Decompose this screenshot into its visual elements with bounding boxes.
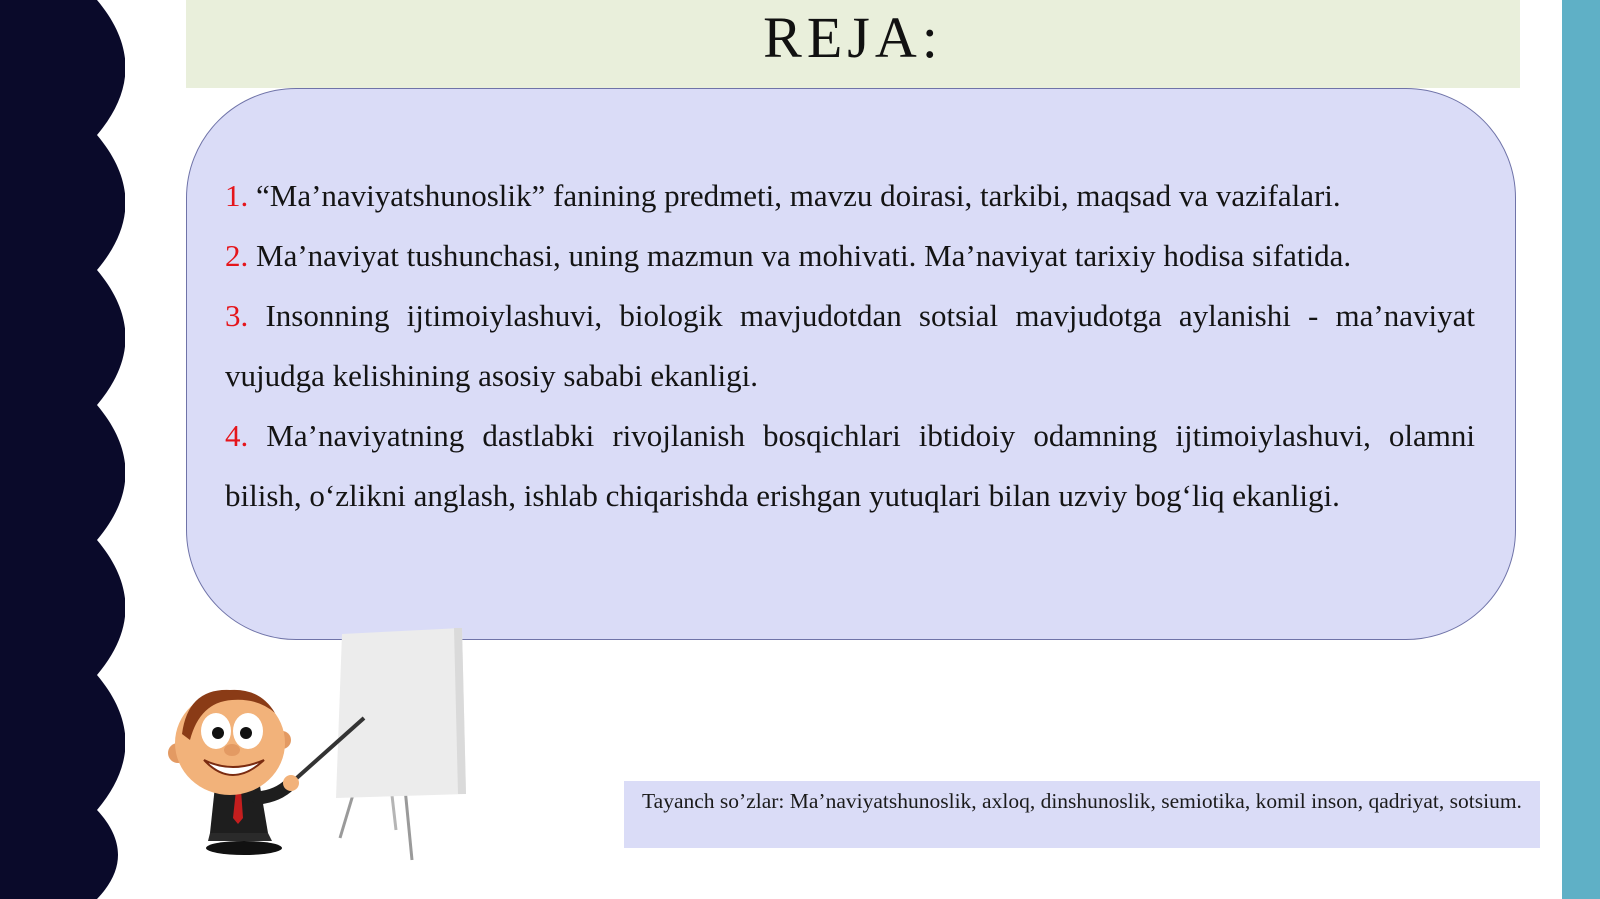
- plan-item-number: 2.: [225, 238, 249, 273]
- plan-box: [186, 88, 1516, 640]
- plan-item-text: Ma’naviyat tushunchasi, uning mazmun va mohivati. Ma’naviyat tarixiy hodisa sifatida.: [248, 238, 1352, 273]
- plan-item-3: [225, 286, 1475, 406]
- plan-list: [225, 166, 1475, 526]
- title-bar: [186, 0, 1520, 88]
- plan-item-2: [225, 226, 1475, 286]
- plan-item-1: [225, 166, 1475, 226]
- plan-item-text: Ma’naviyatning dastlabki rivojlanish bosqichlari ibtidoiy odamning ijtimoiylashuvi, olamni bilish, o‘zlikni anglash, ishlab chiqarishda erishgan yutuqlari bilan uzviy bog‘liq ekanligi.: [225, 418, 1475, 513]
- wavy-border-icon: [0, 0, 125, 899]
- plan-item-number: 4.: [225, 418, 249, 453]
- plan-item-number: 3.: [225, 298, 249, 333]
- plan-item-text: Insonning ijtimoiylashuvi, biologik mavjudotdan sotsial mavjudotga aylanishi - ma’naviyat vujudga kelishining asosiy sababi ekanligi.: [225, 298, 1475, 393]
- teacher-pointer-icon: [160, 628, 500, 890]
- plan-item-text: “Ma’naviyatshunoslik” fanining predmeti, mavzu doirasi, tarkibi, maqsad va vazifalari.: [248, 178, 1341, 213]
- plan-item-4: [225, 406, 1475, 526]
- easel-board-icon: [336, 628, 466, 860]
- plan-item-number: 1.: [225, 178, 249, 213]
- keywords-box: Tayanch so’zlar: Ma’naviyatshunoslik, axloq, dinshunoslik, semiotika, komil inson, qadriyat, sotsium.: [624, 781, 1540, 848]
- slide-title: REJA:: [763, 5, 943, 70]
- right-accent-strip: [1562, 0, 1600, 899]
